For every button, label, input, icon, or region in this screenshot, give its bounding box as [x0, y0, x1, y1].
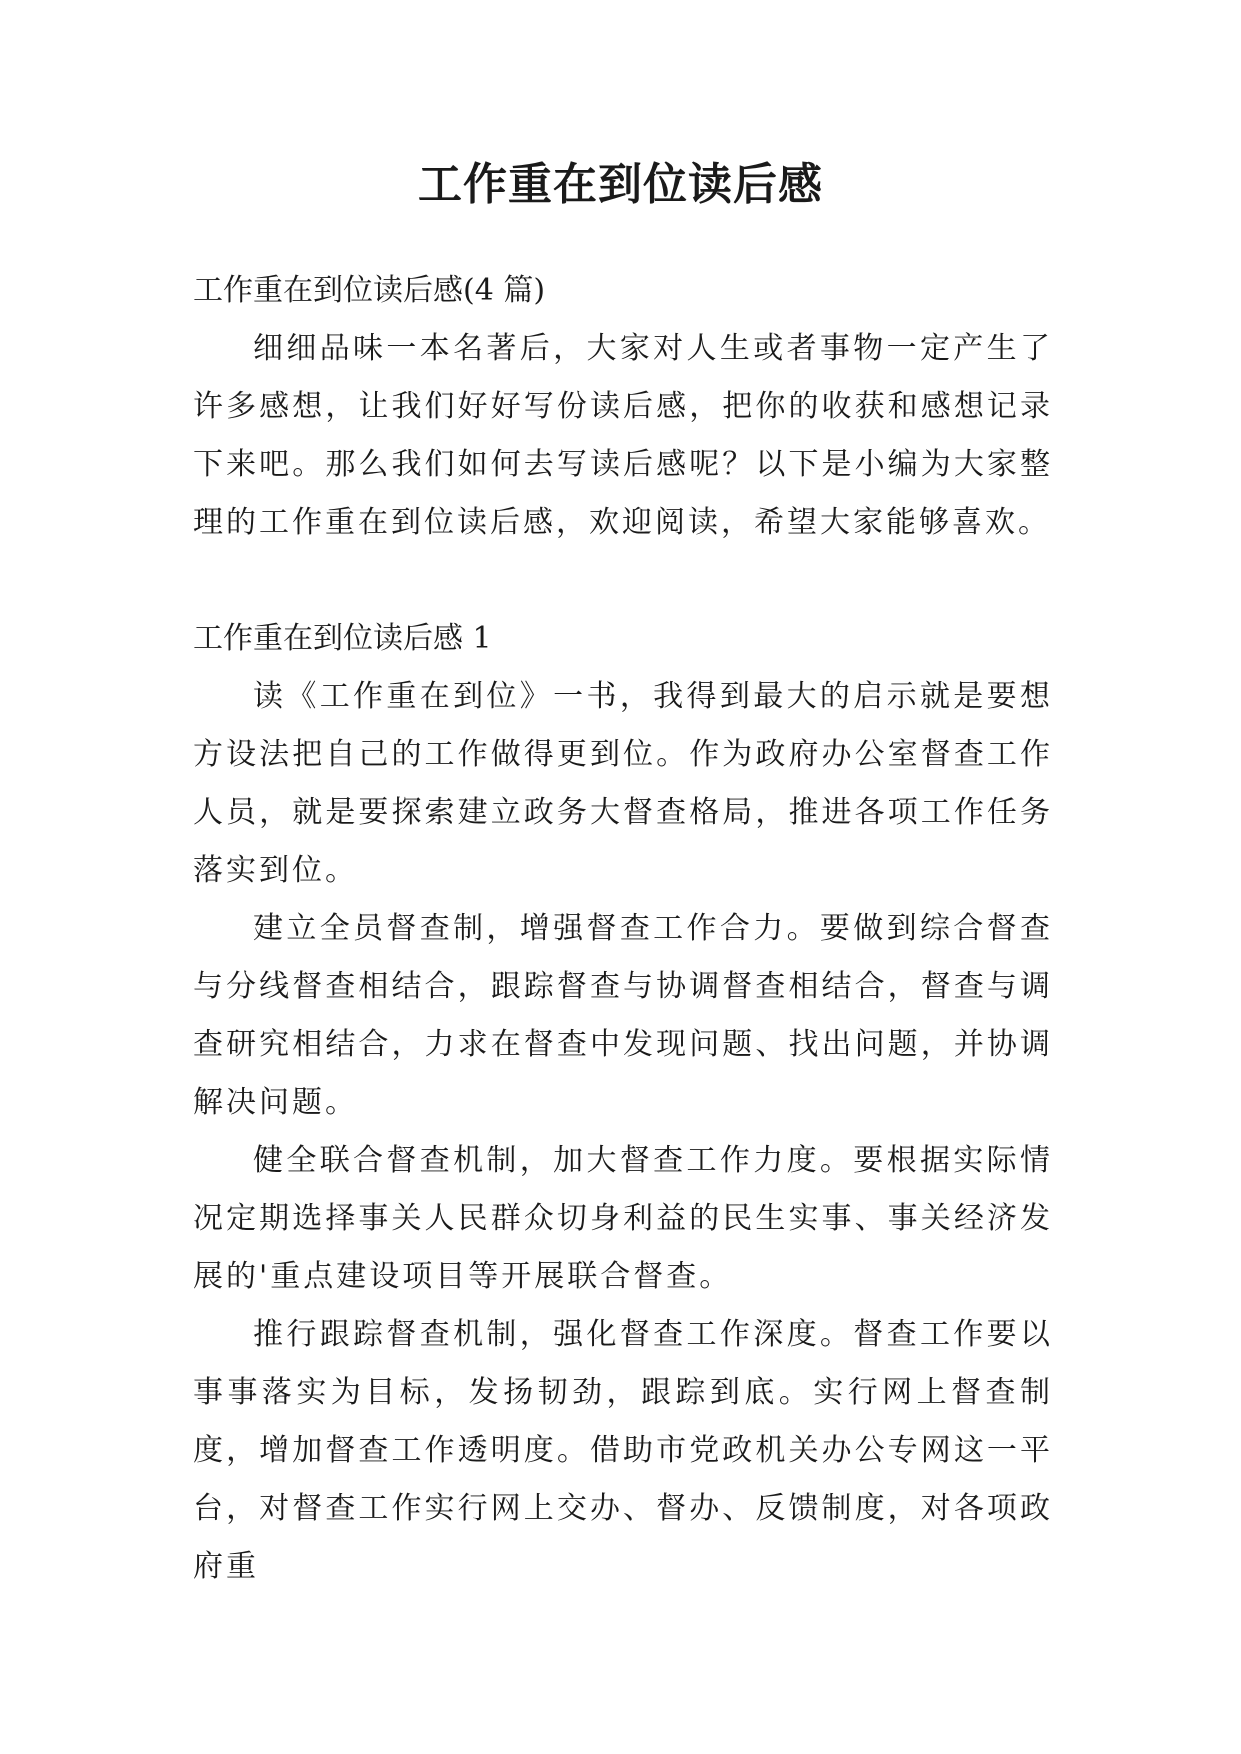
intro-paragraph: 细细品味一本名著后，大家对人生或者事物一定产生了许多感想，让我们好好写份读后感，把你的收获和感想记录下来吧。那么我们如何去写读后感呢？以下是小编为大家整理的工作重在到位读后感，欢迎阅读，希望大家能够喜欢。 — [193, 331, 1053, 540]
section-1-heading: 工作重在到位读后感 1 — [193, 621, 492, 656]
section-spacer — [193, 552, 1053, 610]
intro-heading: 工作重在到位读后感(4 篇) — [193, 273, 546, 308]
section-1-paragraph-1: 读《工作重在到位》一书，我得到最大的启示就是要想方设法把自己的工作做得更到位。作为政府办公室督查工作人员，就是要探索建立政务大督查格局，推进各项工作任务落实到位。 — [193, 679, 1053, 888]
section-1-paragraph-2: 建立全员督查制，增强督查工作合力。要做到综合督查与分线督查相结合，跟踪督查与协调督查相结合，督查与调查研究相结合，力求在督查中发现问题、找出问题，并协调解决问题。 — [193, 911, 1053, 1120]
section-1-paragraph-3: 健全联合督查机制，加大督查工作力度。要根据实际情况定期选择事关人民群众切身利益的民生实事、事关经济发展的'重点建设项目等开展联合督查。 — [193, 1143, 1053, 1294]
section-1-paragraph-4: 推行跟踪督查机制，强化督查工作深度。督查工作要以事事落实为目标，发扬韧劲，跟踪到底。实行网上督查制度，增加督查工作透明度。借助市党政机关办公专网这一平台，对督查工作实行网上交办、督办、反馈制度，对各项政府重 — [193, 1317, 1053, 1584]
document-body — [193, 262, 1053, 1596]
document-title: 工作重在到位读后感 — [418, 159, 823, 210]
